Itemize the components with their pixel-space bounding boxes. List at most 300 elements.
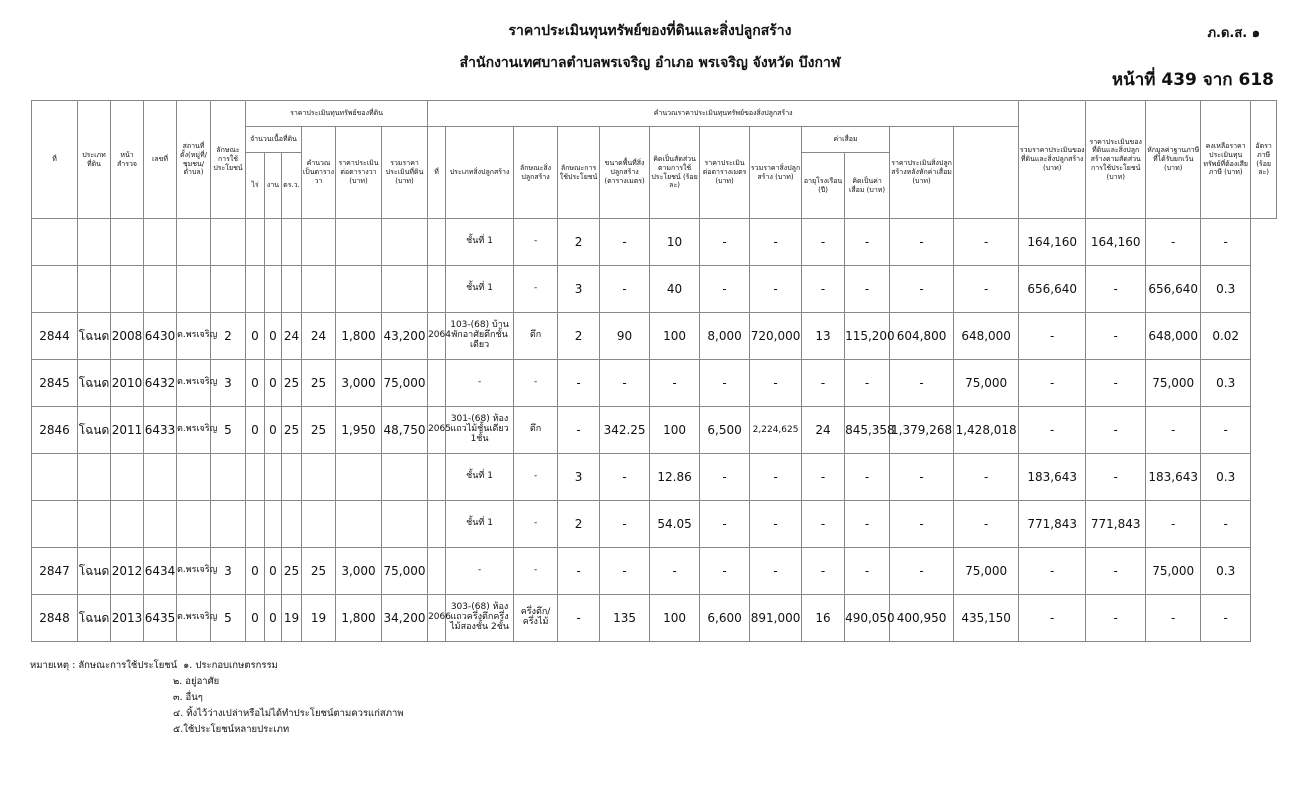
cell-b-size: -: [600, 548, 650, 595]
cell-sqwa: 25: [282, 360, 302, 407]
cell-tax-rate: 0.3: [1201, 266, 1251, 313]
cell-b-usage: -: [558, 407, 600, 454]
cell-remaining: -: [1146, 501, 1201, 548]
notes: [30, 658, 404, 738]
cell-remaining: -: [1146, 219, 1201, 266]
cell-b-share: 40: [650, 266, 700, 313]
cell-sqwa: 25: [282, 548, 302, 595]
cell-usage: [211, 266, 246, 313]
cell-rai: [246, 266, 265, 313]
cell-b-price-sqm: 6,600: [700, 595, 750, 642]
cell-no: [32, 501, 78, 548]
cell-age: 16: [802, 595, 845, 642]
cell-calc-sqwa: [302, 266, 336, 313]
cell-b-usage: -: [558, 548, 600, 595]
cell-survey-page: [111, 501, 144, 548]
cell-sqwa: [282, 219, 302, 266]
cell-price-per-sqwa: [336, 454, 382, 501]
cell-sqwa: [282, 266, 302, 313]
col-building-total: รวมราคาสิ่งปลูกสร้าง (บาท): [750, 127, 802, 219]
cell-total-land-building: 1,428,018: [954, 407, 1019, 454]
cell-b-usage: 3: [558, 266, 600, 313]
cell-b-type: 303-(68) ห้องแถวครึ่งตึกครึ่งไม้สองชั้น 2ชั้น: [446, 595, 514, 642]
cell-total-land-building: -: [954, 219, 1019, 266]
cell-calc-sqwa: 24: [302, 313, 336, 360]
cell-rai: 0: [246, 313, 265, 360]
col-building-size: ขนาดพื้นที่สิ่งปลูกสร้าง (ตารางเมตร): [600, 127, 650, 219]
cell-tax-rate: -: [1201, 407, 1251, 454]
cell-age: 24: [802, 407, 845, 454]
cell-b-price-sqm: -: [700, 360, 750, 407]
cell-number: [144, 219, 177, 266]
col-sqwa: ตร.ว.: [282, 153, 302, 219]
cell-b-total: -: [750, 501, 802, 548]
cell-price-per-sqwa: 1,800: [336, 595, 382, 642]
cell-after-depr: 604,800: [890, 313, 954, 360]
cell-ngan: 0: [265, 548, 282, 595]
cell-no: 2847: [32, 548, 78, 595]
col-land-type: ประเภทที่ดิน: [78, 101, 111, 219]
cell-price-per-sqwa: 1,800: [336, 313, 382, 360]
cell-value-by-usage: 183,643: [1019, 454, 1086, 501]
col-depreciation: คิดเป็นค่าเสื่อม (บาท): [845, 153, 890, 219]
cell-value-by-usage: -: [1019, 407, 1086, 454]
cell-total-land: [382, 219, 428, 266]
cell-total-land: 75,000: [382, 360, 428, 407]
cell-value-by-usage: -: [1019, 548, 1086, 595]
page-indicator: หน้าที่ 439 จาก 618: [1111, 70, 1274, 90]
cell-b-total: 2,224,625: [750, 407, 802, 454]
cell-survey-page: 2011: [111, 407, 144, 454]
cell-ngan: 0: [265, 407, 282, 454]
cell-rai: 0: [246, 595, 265, 642]
cell-b-no: 2064: [428, 313, 446, 360]
cell-b-usage: 3: [558, 454, 600, 501]
cell-b-share: -: [650, 548, 700, 595]
cell-b-size: 135: [600, 595, 650, 642]
cell-no: 2848: [32, 595, 78, 642]
notes-first-line: [30, 658, 404, 674]
cell-usage: 5: [211, 595, 246, 642]
cell-after-depr: -: [890, 454, 954, 501]
col-total-land-building: รวมราคาประเมินของที่ดินและสิ่งปลูกสร้าง (บาท): [1019, 101, 1086, 219]
cell-b-size: -: [600, 454, 650, 501]
cell-total-land-building: 648,000: [954, 313, 1019, 360]
cell-usage: [211, 501, 246, 548]
cell-price-per-sqwa: 3,000: [336, 360, 382, 407]
cell-land-type: โฉนด: [78, 313, 111, 360]
table-body: [32, 219, 1277, 642]
cell-number: 6432: [144, 360, 177, 407]
cell-rai: [246, 501, 265, 548]
col-survey-page: หน้าสำรวจ: [111, 101, 144, 219]
cell-no: 2844: [32, 313, 78, 360]
cell-b-total: 891,000: [750, 595, 802, 642]
col-usage: ลักษณะการใช้ประโยชน์: [211, 101, 246, 219]
cell-ngan: [265, 219, 282, 266]
cell-ngan: [265, 454, 282, 501]
cell-age: -: [802, 266, 845, 313]
col-building-price-sqm: ราคาประเมินต่อตารางเมตร (บาท): [700, 127, 750, 219]
cell-b-usage: 2: [558, 313, 600, 360]
cell-no: [32, 454, 78, 501]
cell-number: [144, 266, 177, 313]
cell-remaining: 648,000: [1146, 313, 1201, 360]
cell-location: ต.พรเจริญ: [177, 407, 211, 454]
cell-usage: 5: [211, 407, 246, 454]
cell-calc-sqwa: [302, 219, 336, 266]
cell-b-kind: ตึก: [514, 407, 558, 454]
cell-rai: 0: [246, 407, 265, 454]
cell-b-kind: -: [514, 360, 558, 407]
cell-tax-rate: 0.02: [1201, 313, 1251, 360]
cell-survey-page: [111, 219, 144, 266]
cell-price-per-sqwa: 1,950: [336, 407, 382, 454]
cell-location: [177, 266, 211, 313]
cell-number: [144, 501, 177, 548]
note-item: ๓. อื่นๆ: [173, 692, 203, 703]
cell-b-no: [428, 548, 446, 595]
cell-sqwa: [282, 501, 302, 548]
cell-depr: -: [845, 219, 890, 266]
cell-b-price-sqm: -: [700, 266, 750, 313]
cell-total-land-building: 75,000: [954, 548, 1019, 595]
cell-b-type: 103-(68) บ้านพักอาศัยตึกชั้นเดียว: [446, 313, 514, 360]
cell-remaining: 656,640: [1146, 266, 1201, 313]
col-calc-sqwa: คำนวณเป็นตารางวา: [302, 127, 336, 219]
cell-b-kind: ครึ่งตึก/ครึ่งไม้: [514, 595, 558, 642]
cell-b-share: 10: [650, 219, 700, 266]
cell-b-total: -: [750, 360, 802, 407]
cell-location: [177, 454, 211, 501]
group-land-area: จำนวนเนื้อที่ดิน: [246, 127, 302, 153]
table-row: [32, 501, 1277, 548]
cell-b-total: -: [750, 548, 802, 595]
cell-tax-rate: 0.3: [1201, 454, 1251, 501]
cell-total-land-building: 75,000: [954, 360, 1019, 407]
cell-b-usage: -: [558, 595, 600, 642]
cell-age: 13: [802, 313, 845, 360]
col-exemption: หักมูลค่าฐานภาษีที่ได้รับยกเว้น (บาท): [1146, 101, 1201, 219]
group-land-valuation: ราคาประเมินทุนทรัพย์ของที่ดิน: [246, 101, 428, 127]
cell-location: [177, 219, 211, 266]
cell-after-depr: -: [890, 219, 954, 266]
table-row: [32, 548, 1277, 595]
cell-b-kind: -: [514, 548, 558, 595]
cell-land-type: [78, 501, 111, 548]
cell-ngan: [265, 266, 282, 313]
cell-b-no: 2065: [428, 407, 446, 454]
cell-sqwa: 19: [282, 595, 302, 642]
cell-survey-page: 2010: [111, 360, 144, 407]
cell-age: -: [802, 548, 845, 595]
cell-value-by-usage: -: [1019, 360, 1086, 407]
cell-depr: 490,050: [845, 595, 890, 642]
cell-exemption: -: [1086, 266, 1146, 313]
col-price-per-sqwa: ราคาประเมินต่อตารางวา (บาท): [336, 127, 382, 219]
cell-number: 6433: [144, 407, 177, 454]
cell-total-land-building: -: [954, 266, 1019, 313]
cell-b-no: [428, 219, 446, 266]
cell-b-price-sqm: -: [700, 219, 750, 266]
cell-land-type: โฉนด: [78, 595, 111, 642]
cell-location: ต.พรเจริญ: [177, 360, 211, 407]
cell-b-total: -: [750, 266, 802, 313]
cell-depr: -: [845, 266, 890, 313]
cell-ngan: 0: [265, 595, 282, 642]
col-building-usage: ลักษณะการใช้ประโยชน์: [558, 127, 600, 219]
cell-b-kind: -: [514, 266, 558, 313]
cell-after-depr: -: [890, 548, 954, 595]
cell-b-type: ชั้นที่ 1: [446, 219, 514, 266]
cell-sqwa: [282, 454, 302, 501]
cell-b-kind: -: [514, 501, 558, 548]
cell-remaining: -: [1146, 595, 1201, 642]
cell-age: -: [802, 501, 845, 548]
cell-calc-sqwa: 25: [302, 360, 336, 407]
cell-land-type: โฉนด: [78, 407, 111, 454]
cell-b-size: -: [600, 266, 650, 313]
cell-total-land: 48,750: [382, 407, 428, 454]
cell-b-share: 100: [650, 595, 700, 642]
note-item: ๑. ประกอบเกษตรกรรม: [183, 660, 278, 671]
cell-sqwa: 25: [282, 407, 302, 454]
col-after-depreciation: ราคาประเมินสิ่งปลูกสร้างหลังหักค่าเสื่อม (บาท): [890, 127, 954, 219]
cell-total-land: [382, 501, 428, 548]
cell-price-per-sqwa: [336, 219, 382, 266]
cell-remaining: 183,643: [1146, 454, 1201, 501]
cell-b-size: 90: [600, 313, 650, 360]
cell-depr: -: [845, 454, 890, 501]
cell-b-size: -: [600, 360, 650, 407]
assessment-table: [31, 100, 1277, 642]
cell-depr: -: [845, 501, 890, 548]
cell-after-depr: 400,950: [890, 595, 954, 642]
cell-no: [32, 219, 78, 266]
cell-total-land: 75,000: [382, 548, 428, 595]
cell-b-usage: 2: [558, 219, 600, 266]
office-name: สำนักงานเทศบาลตำบลพรเจริญ อำเภอ พรเจริญ จังหวัด บึงกาฬ: [459, 55, 841, 71]
cell-location: ต.พรเจริญ: [177, 313, 211, 360]
note-item: ๕.ใช้ประโยชน์หลายประเภท: [173, 724, 290, 735]
cell-calc-sqwa: [302, 501, 336, 548]
cell-remaining: 75,000: [1146, 360, 1201, 407]
cell-exemption: -: [1086, 313, 1146, 360]
cell-b-no: [428, 454, 446, 501]
cell-land-type: [78, 454, 111, 501]
cell-no: 2845: [32, 360, 78, 407]
cell-survey-page: [111, 454, 144, 501]
cell-b-share: -: [650, 360, 700, 407]
cell-b-total: 720,000: [750, 313, 802, 360]
cell-b-share: 100: [650, 407, 700, 454]
col-no: ที่: [32, 101, 78, 219]
cell-usage: [211, 219, 246, 266]
cell-b-type: ชั้นที่ 1: [446, 266, 514, 313]
cell-after-depr: 1,379,268: [890, 407, 954, 454]
cell-age: -: [802, 219, 845, 266]
col-building-type: ประเภทสิ่งปลูกสร้าง: [446, 127, 514, 219]
cell-sqwa: 24: [282, 313, 302, 360]
table-row: [32, 454, 1277, 501]
cell-usage: 2: [211, 313, 246, 360]
cell-rai: 0: [246, 548, 265, 595]
cell-remaining: 75,000: [1146, 548, 1201, 595]
cell-total-land: 34,200: [382, 595, 428, 642]
cell-depr: 845,358: [845, 407, 890, 454]
table-row: [32, 407, 1277, 454]
col-tax-rate: อัตราภาษี (ร้อยละ): [1251, 101, 1277, 219]
cell-survey-page: 2013: [111, 595, 144, 642]
cell-number: 6430: [144, 313, 177, 360]
group-depreciation: ค่าเสื่อม: [802, 127, 890, 153]
cell-exemption: -: [1086, 595, 1146, 642]
cell-tax-rate: -: [1201, 501, 1251, 548]
cell-depr: -: [845, 360, 890, 407]
cell-survey-page: [111, 266, 144, 313]
cell-b-kind: ตึก: [514, 313, 558, 360]
cell-b-price-sqm: 6,500: [700, 407, 750, 454]
cell-rai: 0: [246, 360, 265, 407]
cell-survey-page: 2008: [111, 313, 144, 360]
col-age: อายุโรงเรือน (ปี): [802, 153, 845, 219]
cell-b-share: 12.86: [650, 454, 700, 501]
cell-age: -: [802, 360, 845, 407]
cell-calc-sqwa: 19: [302, 595, 336, 642]
cell-b-price-sqm: -: [700, 548, 750, 595]
cell-usage: [211, 454, 246, 501]
cell-exemption: -: [1086, 454, 1146, 501]
cell-after-depr: -: [890, 266, 954, 313]
col-ngan: งาน: [265, 153, 282, 219]
cell-number: 6434: [144, 548, 177, 595]
cell-ngan: [265, 501, 282, 548]
cell-exemption: -: [1086, 548, 1146, 595]
cell-tax-rate: 0.3: [1201, 360, 1251, 407]
cell-usage: 3: [211, 360, 246, 407]
cell-depr: -: [845, 548, 890, 595]
cell-b-usage: 2: [558, 501, 600, 548]
cell-number: [144, 454, 177, 501]
note-item: ๔. ทิ้งไว้ว่างเปล่าหรือไม่ได้ทำประโยชน์ตามควรแก่สภาพ: [173, 708, 404, 719]
cell-b-kind: -: [514, 219, 558, 266]
cell-no: 2846: [32, 407, 78, 454]
cell-b-share: 54.05: [650, 501, 700, 548]
document-title: ราคาประเมินทุนทรัพย์ของที่ดินและสิ่งปลูกสร้าง: [508, 23, 792, 39]
cell-remaining: -: [1146, 407, 1201, 454]
cell-value-by-usage: -: [1019, 313, 1086, 360]
cell-b-no: [428, 360, 446, 407]
cell-b-price-sqm: 8,000: [700, 313, 750, 360]
cell-usage: 3: [211, 548, 246, 595]
cell-land-type: [78, 219, 111, 266]
cell-b-no: 2066: [428, 595, 446, 642]
cell-total-land-building: -: [954, 454, 1019, 501]
cell-b-no: [428, 266, 446, 313]
cell-tax-rate: -: [1201, 595, 1251, 642]
cell-b-type: -: [446, 548, 514, 595]
col-location: สถานที่ตั้ง(หมู่ที่/ชุมชน/ตำบล): [177, 101, 211, 219]
table-row: [32, 219, 1277, 266]
cell-no: [32, 266, 78, 313]
cell-b-total: -: [750, 454, 802, 501]
cell-location: ต.พรเจริญ: [177, 595, 211, 642]
cell-exemption: 771,843: [1086, 501, 1146, 548]
cell-b-size: -: [600, 501, 650, 548]
table-row: [32, 360, 1277, 407]
table-row: [32, 313, 1277, 360]
cell-b-share: 100: [650, 313, 700, 360]
cell-total-land-building: -: [954, 501, 1019, 548]
cell-b-no: [428, 501, 446, 548]
cell-b-price-sqm: -: [700, 454, 750, 501]
note-item: ๒. อยู่อาศัย: [173, 676, 220, 687]
cell-number: 6435: [144, 595, 177, 642]
cell-rai: [246, 219, 265, 266]
cell-b-size: 342.25: [600, 407, 650, 454]
cell-total-land-building: 435,150: [954, 595, 1019, 642]
cell-calc-sqwa: [302, 454, 336, 501]
cell-b-total: -: [750, 219, 802, 266]
cell-b-price-sqm: -: [700, 501, 750, 548]
cell-value-by-usage: 771,843: [1019, 501, 1086, 548]
cell-exemption: -: [1086, 360, 1146, 407]
cell-price-per-sqwa: [336, 266, 382, 313]
cell-after-depr: -: [890, 360, 954, 407]
cell-tax-rate: 0.3: [1201, 548, 1251, 595]
cell-b-usage: -: [558, 360, 600, 407]
col-building-share: คิดเป็นสัดส่วนตามการใช้ประโยชน์ (ร้อยละ): [650, 127, 700, 219]
col-building-kind: ลักษณะสิ่งปลูกสร้าง: [514, 127, 558, 219]
cell-value-by-usage: 164,160: [1019, 219, 1086, 266]
cell-after-depr: -: [890, 501, 954, 548]
cell-exemption: -: [1086, 407, 1146, 454]
cell-total-land: [382, 454, 428, 501]
table-row: [32, 266, 1277, 313]
cell-land-type: โฉนด: [78, 360, 111, 407]
cell-ngan: 0: [265, 313, 282, 360]
cell-calc-sqwa: 25: [302, 407, 336, 454]
cell-total-land: 43,200: [382, 313, 428, 360]
cell-b-type: ชั้นที่ 1: [446, 454, 514, 501]
cell-b-size: -: [600, 219, 650, 266]
cell-ngan: 0: [265, 360, 282, 407]
cell-location: [177, 501, 211, 548]
cell-rai: [246, 454, 265, 501]
cell-location: ต.พรเจริญ: [177, 548, 211, 595]
col-rai: ไร่: [246, 153, 265, 219]
col-total-land: รวมราคาประเมินที่ดิน (บาท): [382, 127, 428, 219]
cell-price-per-sqwa: [336, 501, 382, 548]
cell-b-type: -: [446, 360, 514, 407]
cell-exemption: 164,160: [1086, 219, 1146, 266]
cell-b-type: 301-(68) ห้องแถวไม้ชั้นเดียว 1ชั้น: [446, 407, 514, 454]
group-building-valuation: คำนวณราคาประเมินทุนทรัพย์ของสิ่งปลูกสร้าง: [428, 101, 1019, 127]
cell-depr: 115,200: [845, 313, 890, 360]
col-number: เลขที่: [144, 101, 177, 219]
cell-price-per-sqwa: 3,000: [336, 548, 382, 595]
col-building-no: ที่: [428, 127, 446, 219]
cell-survey-page: 2012: [111, 548, 144, 595]
cell-land-type: โฉนด: [78, 548, 111, 595]
col-remaining: คงเหลือราคาประเมินทุนทรัพย์ที่ต้องเสียภาษี (บาท): [1201, 101, 1251, 219]
cell-age: -: [802, 454, 845, 501]
cell-b-kind: -: [514, 454, 558, 501]
notes-label: หมายเหตุ : ลักษณะการใช้ประโยชน์: [30, 660, 178, 671]
col-value-by-usage: ราคาประเมินของที่ดินและสิ่งปลูกสร้างตามสัดส่วนการใช้ประโยชน์ (บาท): [1086, 101, 1146, 219]
cell-tax-rate: -: [1201, 219, 1251, 266]
form-code: ภ.ด.ส. ๑: [1207, 26, 1260, 41]
